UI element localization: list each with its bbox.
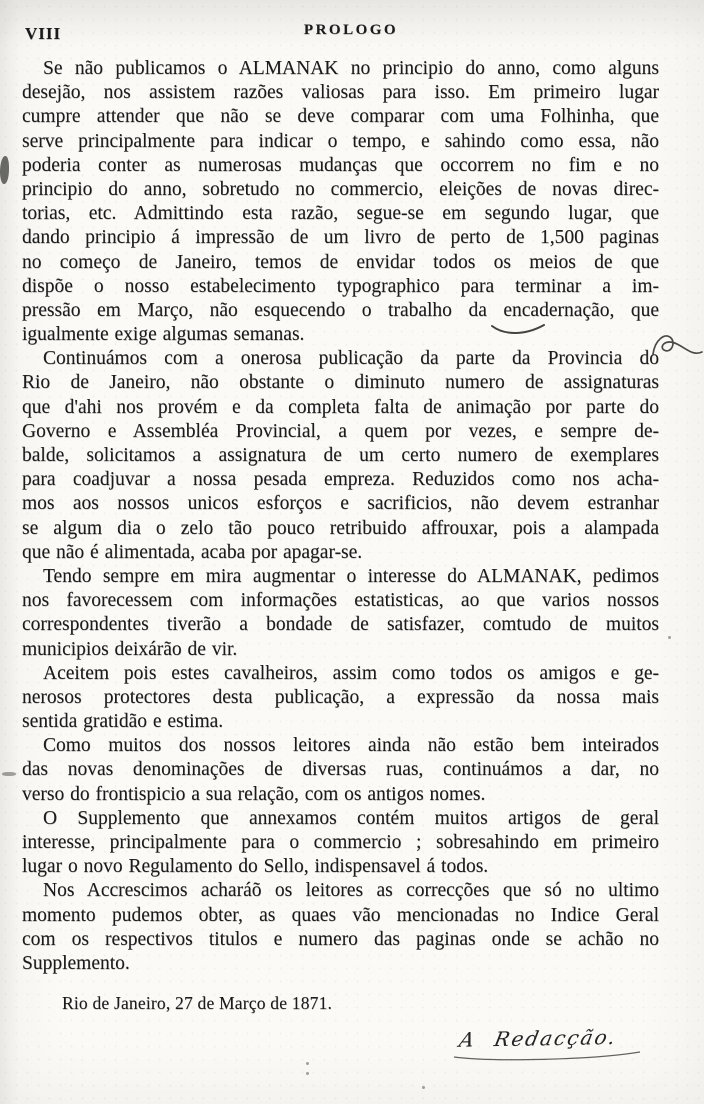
text-line: nerosos protectores desta publicação, a expressão da nossa mais	[22, 686, 659, 708]
text-line: correspondentes tiverão a bondade de satisfazer, comtudo de muitos	[22, 614, 659, 636]
text-line: Governo e Assembléa Provincial, a quem por vezes, e sempre de-	[22, 420, 659, 442]
text-line: balde, solicitamos a assignatura de um certo numero de exemplares	[22, 445, 659, 466]
paragraph	[22, 565, 659, 662]
text-line: com os respectivos titulos e numero das paginas onde se achão no	[22, 928, 659, 950]
signature-flourish	[452, 1048, 642, 1062]
text-line: se algum dia o zelo tão pouco retribuido affrouxar, pois a alampada	[22, 517, 659, 539]
text-line: igualmente exige algumas semanas.	[22, 324, 305, 346]
text-line: das novas denominações de diversas ruas, continuámos a dar, no	[22, 759, 659, 781]
text-line: que d'ahi nos provém e da completa falta de animação por parte do	[22, 396, 659, 418]
text-line: Como muitos dos nossos leitores ainda não estão bem inteirados	[43, 735, 659, 757]
text-line: para coadjuvar a nossa pesada empreza. Reduzidos como nos acha-	[22, 469, 659, 491]
text-line: Rio de Janeiro, não obstante o diminuto numero de assignaturas	[22, 372, 659, 394]
scan-speckle	[306, 1062, 309, 1065]
scan-speckle	[422, 1086, 425, 1089]
text-line: nos favorecessem com informações estatisticas, ao que varios nossos	[22, 590, 659, 612]
paragraph	[22, 734, 659, 807]
text-line: verso do frontispicio a sua relação, com os antigos nomes.	[22, 783, 486, 805]
text-line: pressão em Março, não esquecendo o trabalho da encadernação, que	[22, 299, 659, 321]
text-line: sentida gratidão e estima.	[22, 711, 224, 733]
paragraph	[22, 57, 659, 347]
page-number: VIII	[25, 24, 62, 43]
text-line: mos aos nossos unicos esforços e sacrificios, não devem estranhar	[22, 493, 659, 515]
page-title: PROLOGO	[303, 22, 399, 38]
text-line: municipios deixárão de vir.	[22, 638, 238, 660]
text-line: momento pudemos obter, as quaes vão mencionadas no Indice Geral	[22, 904, 659, 926]
page-body	[22, 57, 659, 976]
text-line: Aceitem pois estes cavalheiros, assim como todos os amigos e ge-	[43, 662, 659, 684]
text-line: principio do anno, sobretudo no commercio, eleições de novas direc-	[22, 178, 659, 200]
paragraph	[22, 662, 659, 735]
text-line: Nos Accrescimos acharáõ os leitores as correcções que só no ultimo	[43, 880, 659, 902]
scan-speckle	[306, 1072, 309, 1075]
paragraph	[22, 807, 659, 880]
text-line: Supplemento.	[22, 952, 130, 974]
text-line: Se não publicamos o ALMANAK no principio do anno, como alguns	[43, 58, 659, 79]
text-line: dando principio á impressão de um livro de perto de 1,500 paginas	[22, 227, 659, 249]
signature-script: A Redacção.	[457, 1025, 620, 1052]
text-line: cumpre attender que não se deve comparar com uma Folhinha, que	[22, 106, 659, 128]
text-line: dispõe o nosso estabelecimento typographico para terminar a im-	[22, 275, 659, 297]
text-line: desejão, nos assistem razões valiosas para isso. Em primeiro lugar	[22, 82, 659, 104]
text-line: Continuámos com a onerosa publicação da parte da Provincia do	[43, 348, 659, 370]
text-line: interesse, principalmente para o commercio ; sobresahindo em primeiro	[22, 832, 659, 853]
paragraph	[22, 879, 659, 976]
text-line: serve principalmente para indicar o tempo, e sahindo como essa, não	[22, 130, 659, 152]
text-line: poderia conter as numerosas mudanças que occorrem no fim e no	[22, 154, 659, 176]
text-line: Tendo sempre em mira augmentar o interesse do ALMANAK, pedimos	[43, 565, 659, 587]
ink-blob-mark	[0, 156, 9, 184]
paragraph	[22, 347, 659, 565]
text-line: lugar o novo Regulamento do Sello, indispensavel á todos.	[22, 856, 489, 878]
text-line: no começo de Janeiro, temos de envidar todos os meios de que	[22, 251, 659, 273]
page-header	[24, 22, 678, 44]
ink-blob-mark	[2, 772, 16, 776]
text-line: que não é alimentada, acaba por apagar-se.	[22, 541, 363, 563]
text-line: torias, etc. Admittindo esta razão, segue-se em segundo lugar, que	[22, 203, 659, 225]
dateline: Rio de Janeiro, 27 de Março de 1871.	[62, 993, 333, 1013]
scan-speckle	[668, 636, 671, 639]
text-line: O Supplemento que annexamos contém muitos artigos de geral	[43, 807, 659, 829]
